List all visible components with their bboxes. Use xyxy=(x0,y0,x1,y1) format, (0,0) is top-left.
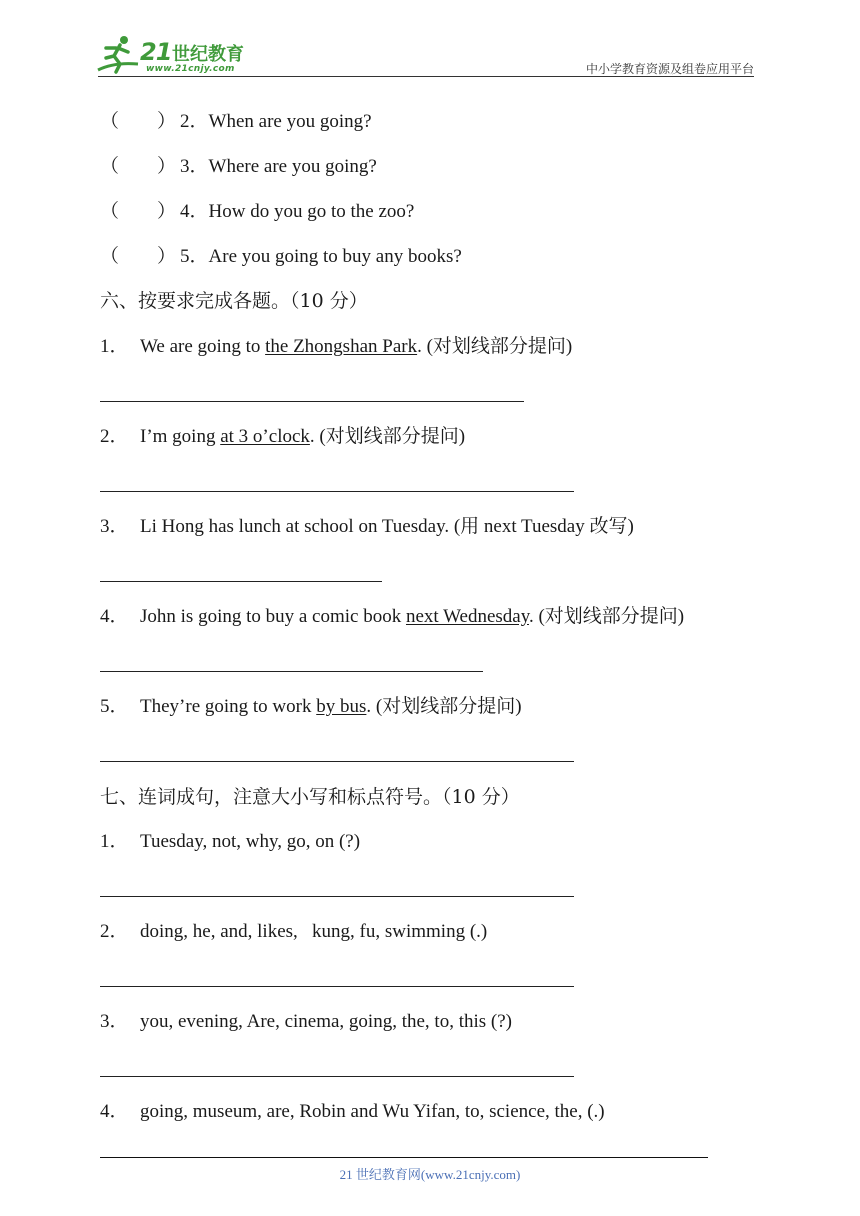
answer-line[interactable] xyxy=(100,671,483,672)
runner-logo-icon xyxy=(94,34,142,76)
footer-divider xyxy=(100,1157,708,1158)
exercise-number: 3． xyxy=(100,1011,129,1032)
question-line xyxy=(100,155,377,179)
exercise-number: 2． xyxy=(100,921,129,942)
exercise-text: John is going to buy a comic book xyxy=(140,606,406,627)
exercise-line xyxy=(100,920,487,944)
exercise-text: you, evening, Are, cinema, going, the, to, this (?) xyxy=(140,1011,512,1032)
exercise-line xyxy=(100,1100,605,1124)
page-footer: 21 世纪教育网(www.21cnjy.com) xyxy=(339,1167,521,1182)
answer-bracket: （ ） xyxy=(100,201,177,222)
header-divider xyxy=(98,76,754,77)
exercise-line xyxy=(100,515,634,539)
answer-line[interactable] xyxy=(100,581,382,582)
header-slogan: 中小学教育资源及组卷应用平台 xyxy=(585,62,754,76)
logo-url: www.21cnjy.com xyxy=(146,64,235,74)
section-title: 七、连词成句，注意大小写和标点符号。（10 分） xyxy=(100,786,520,808)
question-line xyxy=(100,110,372,134)
answer-line[interactable] xyxy=(100,896,574,897)
section-title: 六、按要求完成各题。（10 分） xyxy=(100,290,368,312)
question-text: Where are you going? xyxy=(208,156,377,177)
question-number: 3． xyxy=(180,156,209,177)
exercise-line xyxy=(100,425,465,449)
exercise-line xyxy=(100,830,360,854)
question-line xyxy=(100,245,462,269)
exercise-line xyxy=(100,605,684,629)
answer-line[interactable] xyxy=(100,401,524,402)
underlined-phrase: the Zhongshan Park xyxy=(265,336,418,357)
question-line xyxy=(100,200,414,224)
question-number: 5． xyxy=(180,246,209,267)
answer-line[interactable] xyxy=(100,761,574,762)
question-text: Are you going to buy any books? xyxy=(208,246,462,267)
exercise-text: Tuesday, not, why, go, on (?) xyxy=(140,831,361,852)
underlined-phrase: next Wednesday xyxy=(405,606,529,627)
logo-text: 世纪教育 xyxy=(172,44,244,65)
answer-bracket: （ ） xyxy=(100,111,177,132)
answer-line[interactable] xyxy=(100,491,574,492)
exercise-text: doing, he, and, likes, kung, fu, swimming (.) xyxy=(140,921,488,942)
question-number: 4． xyxy=(180,201,209,222)
underlined-phrase: at 3 o’clock xyxy=(220,426,310,447)
exercise-text: going, museum, are, Robin and Wu Yifan, to, science, the, (.) xyxy=(140,1101,605,1122)
answer-bracket: （ ） xyxy=(100,156,177,177)
exercise-instruction: . (对划线部分提问) xyxy=(528,606,685,627)
answer-line[interactable] xyxy=(100,1076,574,1077)
logo xyxy=(94,34,264,76)
exercise-text: They’re going to work xyxy=(140,696,317,717)
question-number: 2． xyxy=(180,111,209,132)
exercise-number: 1． xyxy=(100,336,129,357)
exercise-number: 5． xyxy=(100,696,129,717)
exercise-number: 1． xyxy=(100,831,129,852)
question-text: When are you going? xyxy=(208,111,372,132)
question-text: How do you go to the zoo? xyxy=(208,201,415,222)
exercise-text: I’m going xyxy=(140,426,221,447)
exercise-line xyxy=(100,1010,512,1034)
exercise-text: Li Hong has lunch at school on Tuesday. (用 next Tuesday 改写) xyxy=(140,516,634,537)
answer-bracket: （ ） xyxy=(100,246,177,267)
exercise-number: 2． xyxy=(100,426,129,447)
exercise-number: 4． xyxy=(100,606,129,627)
exercise-line xyxy=(100,695,522,719)
logo-number: 21 xyxy=(140,38,172,66)
exercise-instruction: . (对划线部分提问) xyxy=(309,426,466,447)
exercise-instruction: . (对划线部分提问) xyxy=(417,336,573,357)
exercise-text: We are going to xyxy=(140,336,266,357)
page-header xyxy=(0,0,860,80)
exercise-number: 4． xyxy=(100,1101,129,1122)
exercise-instruction: . (对划线部分提问) xyxy=(366,696,522,717)
answer-line[interactable] xyxy=(100,986,574,987)
exercise-line xyxy=(100,335,572,359)
exercise-number: 3． xyxy=(100,516,129,537)
underlined-phrase: by bus xyxy=(316,696,367,717)
